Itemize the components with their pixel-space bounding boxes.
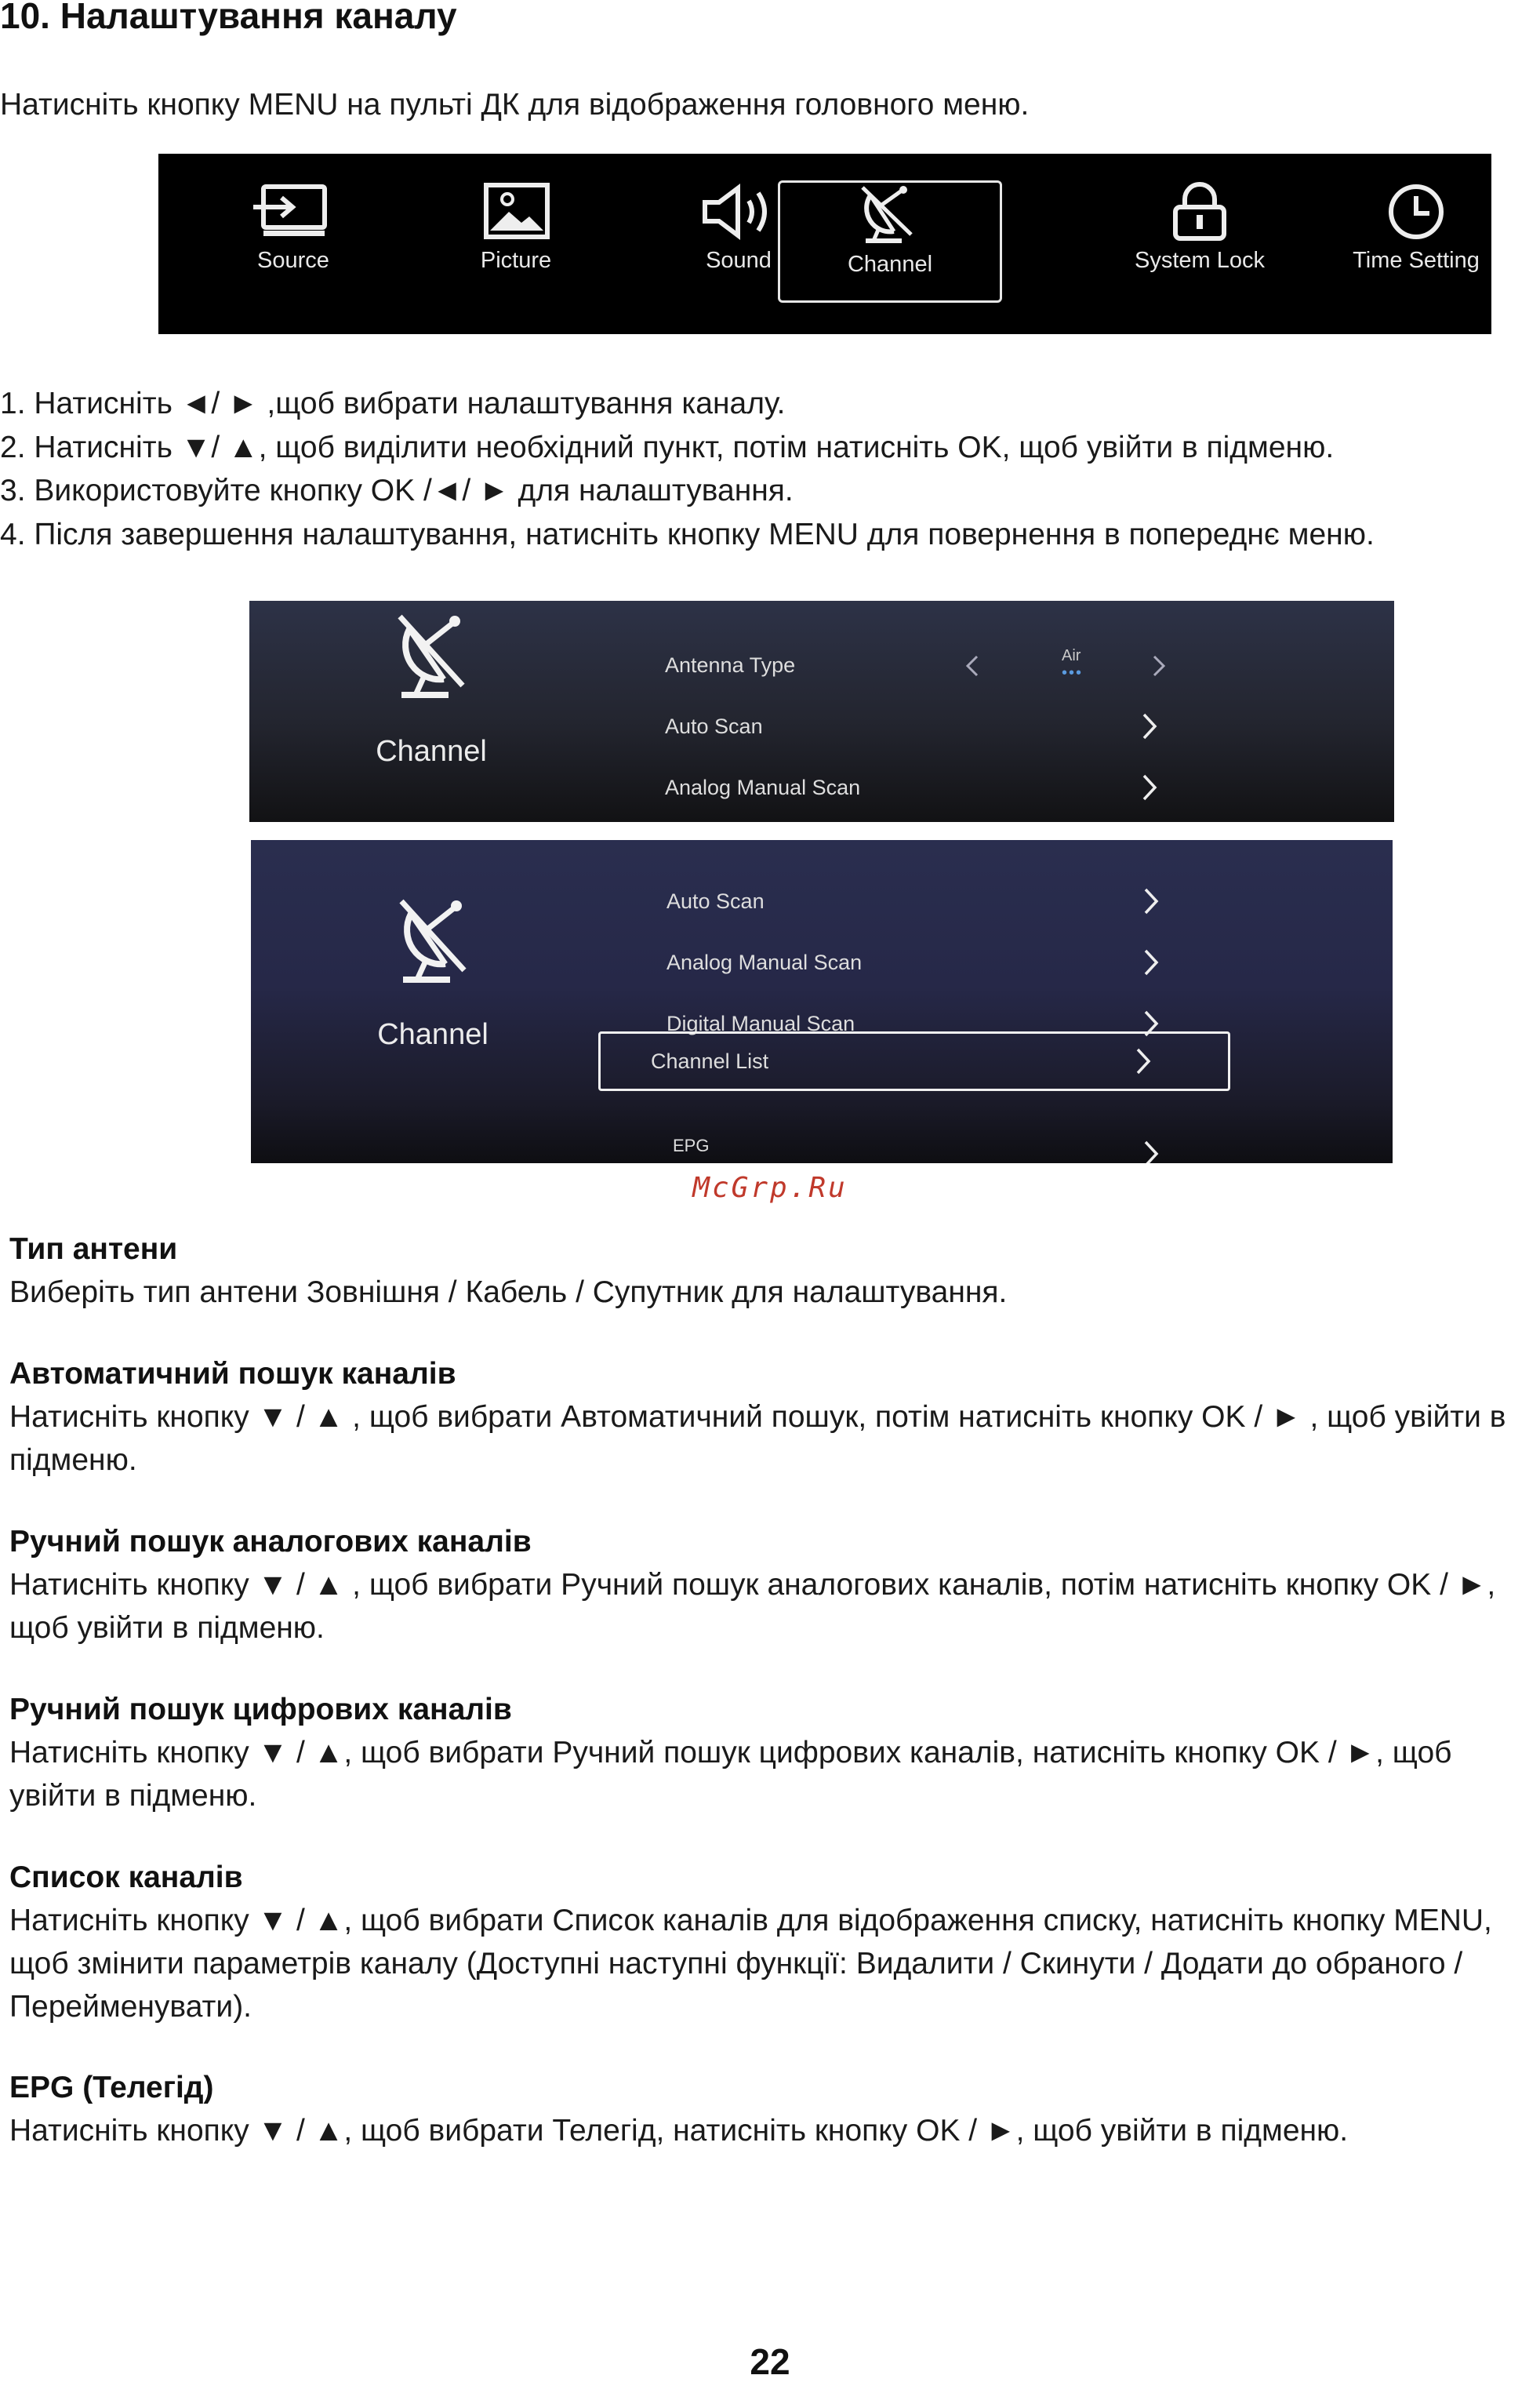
section-text: Натисніть кнопку ▼ / ▲, щоб вибрати Телегід, натисніть кнопку OK / ►, щоб увійти в підменю. xyxy=(9,2114,1349,2148)
step-4: 4. Після завершення налаштування, натисніть кнопку MENU для повернення в попереднє меню. xyxy=(0,518,1375,551)
menu-item-label: Sound xyxy=(706,248,772,273)
section-text: Виберіть тип антени Зовнішня / Кабель / Супутник для налаштування. xyxy=(9,1275,1008,1309)
channel-menu-panel-1 xyxy=(249,601,1394,822)
row-auto-scan[interactable] xyxy=(651,878,1215,925)
sound-icon xyxy=(696,182,782,242)
menu-item-source[interactable] xyxy=(207,182,380,300)
section-heading: Тип антени xyxy=(9,1232,178,1266)
menu-item-picture[interactable] xyxy=(430,182,602,300)
section-heading: Ручний пошук аналогових каналів xyxy=(9,1525,532,1559)
section-heading: EPG (Телегід) xyxy=(9,2071,214,2104)
row-analog-manual-scan[interactable] xyxy=(649,764,1214,811)
panel-title: Channel xyxy=(377,1018,489,1051)
row-label: EPG xyxy=(673,1136,710,1155)
menu-item-time-setting[interactable] xyxy=(1314,182,1518,300)
menu-item-channel[interactable] xyxy=(778,180,1002,303)
satellite-dish-icon xyxy=(847,183,933,246)
section-heading: Автоматичний пошук каналів xyxy=(9,1357,456,1391)
menu-item-label: Channel xyxy=(847,252,933,277)
row-label: Analog Manual Scan xyxy=(666,951,863,974)
section-title: 10. Налаштування каналу xyxy=(0,0,457,36)
menu-item-system-lock[interactable] xyxy=(1098,182,1302,300)
menu-item-label: Picture xyxy=(480,248,552,273)
chevron-right-icon xyxy=(1142,948,1160,977)
row-auto-scan[interactable] xyxy=(649,703,1214,750)
menu-item-label: System Lock xyxy=(1135,248,1265,273)
watermark: McGrp.Ru xyxy=(692,1172,848,1204)
section-text: Натисніть кнопку ▼ / ▲, щоб вибрати Ручний пошук цифрових каналів, натисніть кнопку OK / ►, щоб увійти в підменю. xyxy=(9,1736,1452,1813)
chevron-right-icon xyxy=(1142,1140,1160,1163)
section-text: Натисніть кнопку ▼ / ▲, щоб вибрати Список каналів для відображення списку, натисніть кнопку MENU, щоб змінити параметрів каналу (Доступні наступні функції: Видалити / Скинути / Додати до обраного / Перейменувати). xyxy=(9,1904,1492,2024)
row-antenna-type[interactable] xyxy=(649,642,1214,689)
source-icon xyxy=(250,182,336,242)
menu-item-label: Time Setting xyxy=(1353,248,1480,273)
chevron-left-icon[interactable] xyxy=(964,654,980,678)
chevron-right-icon xyxy=(1134,1047,1153,1075)
row-label: Auto Scan xyxy=(665,715,763,738)
row-label: Digital Manual Scan xyxy=(666,1012,855,1035)
row-channel-list[interactable] xyxy=(598,1031,1230,1091)
chevron-right-icon xyxy=(1140,773,1159,802)
chevron-right-icon xyxy=(1142,887,1160,915)
satellite-dish-icon xyxy=(390,895,477,989)
row-epg[interactable] xyxy=(651,1129,1215,1163)
row-analog-manual-scan[interactable] xyxy=(651,939,1215,986)
step-1: 1. Натисніть ◄/ ► ,щоб вибрати налаштування каналу. xyxy=(0,387,786,420)
satellite-dish-icon xyxy=(389,610,475,704)
row-label: Analog Manual Scan xyxy=(665,776,861,799)
tv-main-menu-bar xyxy=(158,154,1491,334)
row-label: Channel List xyxy=(651,1049,769,1073)
section-heading: Ручний пошук цифрових каналів xyxy=(9,1693,512,1726)
value-indicator-dots: ••• xyxy=(1062,664,1084,682)
step-2: 2. Натисніть ▼/ ▲, щоб виділити необхідний пункт, потім натисніть OK, щоб увійти в підменю. xyxy=(0,431,1335,464)
clock-icon xyxy=(1373,182,1459,242)
antenna-type-value: Air xyxy=(1062,647,1081,664)
intro-text: Натисніть кнопку MENU на пульті ДК для відображення головного меню. xyxy=(0,88,1030,122)
chevron-right-icon xyxy=(1140,712,1159,740)
menu-item-label: Source xyxy=(257,248,329,273)
chevron-right-icon[interactable] xyxy=(1151,654,1167,678)
page-number: 22 xyxy=(750,2341,790,2382)
row-label: Antenna Type xyxy=(665,653,796,677)
row-label: Auto Scan xyxy=(666,889,765,913)
lock-icon xyxy=(1157,182,1243,242)
picture-icon xyxy=(473,182,559,242)
section-text: Натисніть кнопку ▼ / ▲ , щоб вибрати Автоматичний пошук, потім натисніть кнопку OK / ► , щоб увійти в підменю. xyxy=(9,1400,1506,1477)
section-text: Натисніть кнопку ▼ / ▲ , щоб вибрати Ручний пошук аналогових каналів, потім натисніть кнопку OK / ►, щоб увійти в підменю. xyxy=(9,1568,1496,1645)
channel-menu-panel-2 xyxy=(251,840,1393,1163)
panel-title: Channel xyxy=(376,735,487,768)
section-heading: Список каналів xyxy=(9,1860,243,1894)
step-3: 3. Використовуйте кнопку OK /◄/ ► для налаштування. xyxy=(0,474,794,507)
